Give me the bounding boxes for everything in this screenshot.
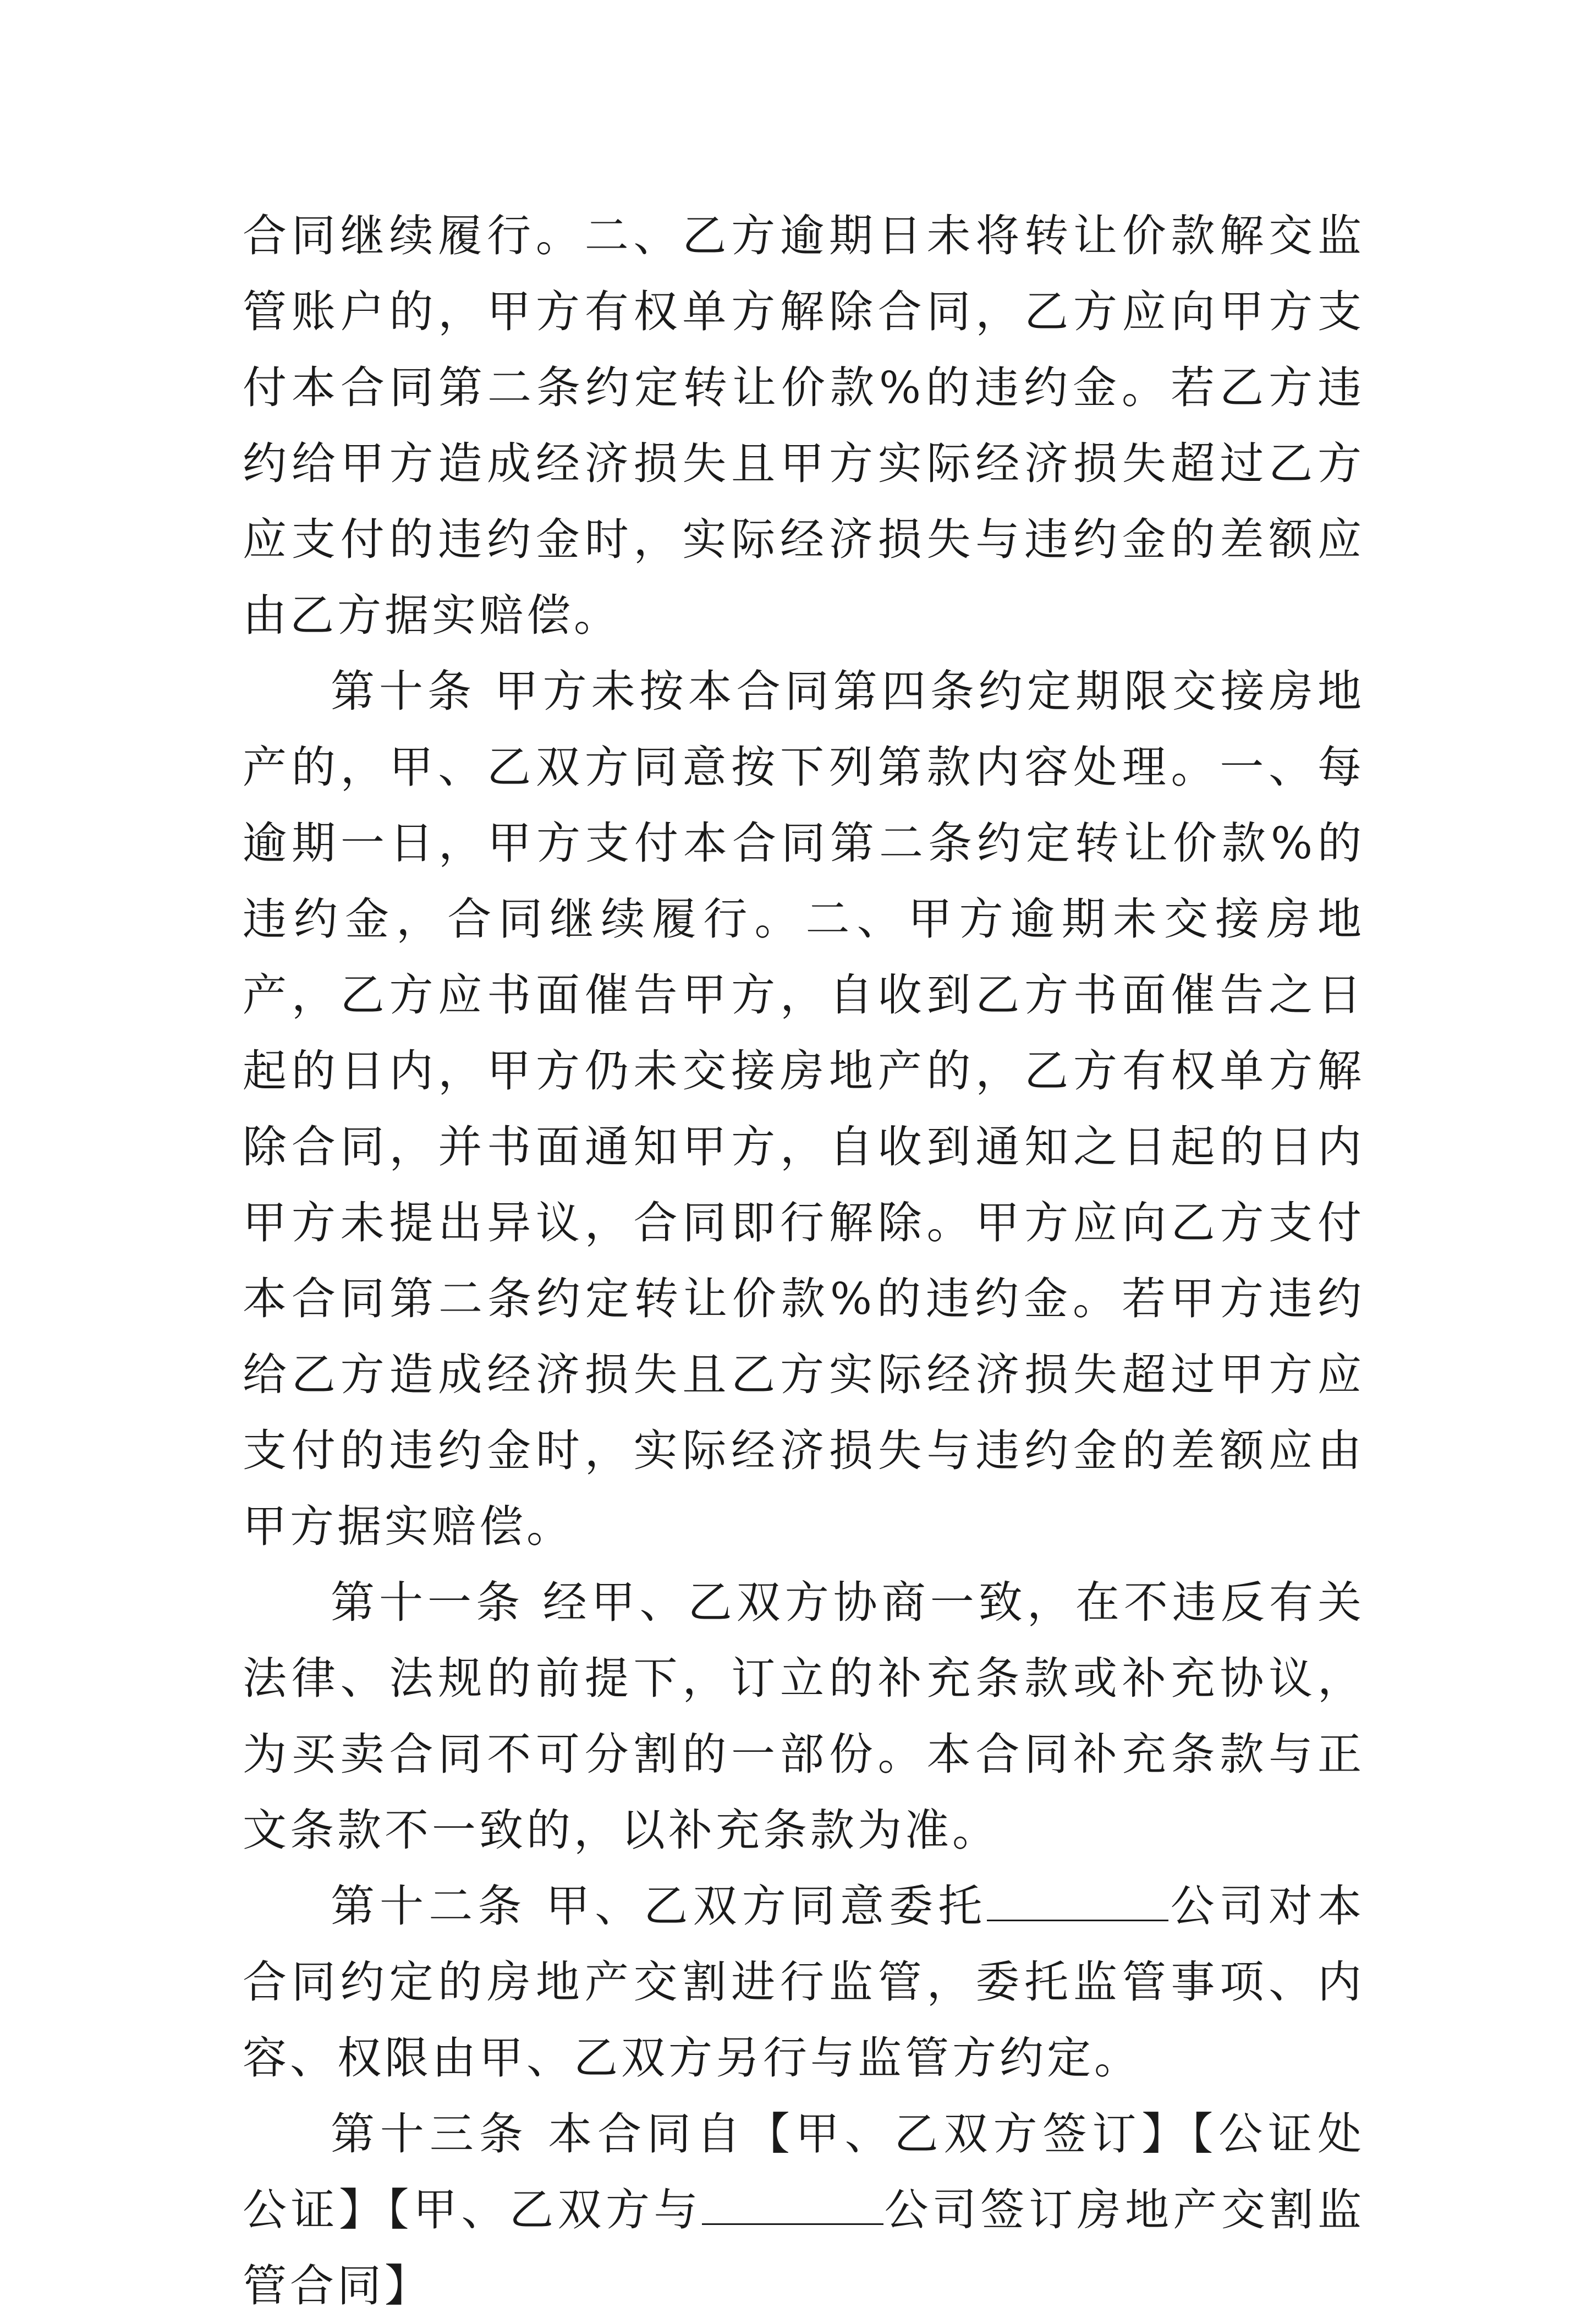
document-body — [243, 198, 1365, 2324]
fill-in-blank — [987, 1885, 1168, 1921]
paragraph-article-10: 第十条 甲方未按本合同第四条约定期限交接房地产的，甲、乙双方同意按下列第款内容处理。一、每逾期一日，甲方支付本合同第二条约定转让价款%的违约金，合同继续履行。二、甲方逾期未交接房地产，乙方应书面催告甲方，自收到乙方书面催告之日起的日内，甲方仍未交接房地产的，乙方有权单方解除合同，并书面通知甲方，自收到通知之日起的日内甲方未提出异议，合同即行解除。甲方应向乙方支付本合同第二条约定转让价款%的违约金。若甲方违约给乙方造成经济损失且乙方实际经济损失超过甲方应支付的违约金时，实际经济损失与违约金的差额应由甲方据实赔偿。 — [243, 666, 1365, 1552]
article-12-text-end: 公司对本合同约定的房地产交割进行监管，委托监管事项、内容、权限由甲、乙双方另行与监管方约定。 — [243, 1881, 1365, 2084]
article-13-text-end: 公司签订房地产交割监管合同】 — [243, 2184, 1365, 2311]
paragraph-article-13 — [243, 2096, 1365, 2324]
paragraph-article-11: 第十一条 经甲、乙双方协商一致，在不违反有关法律、法规的前提下，订立的补充条款或补充协议，为买卖合同不可分割的一部份。本合同补充条款与正文条款不一致的，以补充条款为准。 — [243, 1577, 1365, 1856]
article-13-text-start: 第十三条 本合同自【甲、乙双方签订】【公证处公证】【甲、乙双方与 — [243, 2108, 1365, 2235]
article-12-text-start: 第十二条 甲、乙双方同意委托 — [331, 1881, 987, 1932]
fill-in-blank — [702, 2189, 883, 2225]
paragraph-article-12 — [243, 1868, 1365, 2096]
paragraph-1: 合同继续履行。二、乙方逾期日未将转让价款解交监管账户的，甲方有权单方解除合同，乙方应向甲方支付本合同第二条约定转让价款%的违约金。若乙方违约给甲方造成经济损失且甲方实际经济损失超过乙方应支付的违约金时，实际经济损失与违约金的差额应由乙方据实赔偿。 — [243, 210, 1365, 641]
